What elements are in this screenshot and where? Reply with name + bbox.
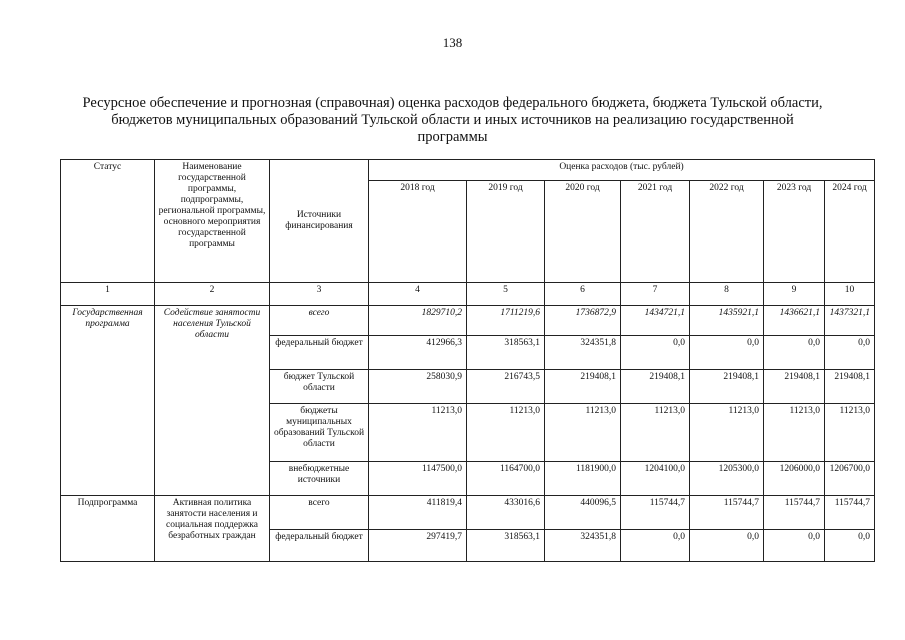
column-number: 9: [764, 283, 825, 306]
column-number: 10: [825, 283, 875, 306]
row-value: 297419,7: [369, 530, 467, 562]
title-line-2: бюджетов муниципальных образований Тульской области и иных источников на реализацию государственной: [111, 112, 794, 128]
title-line-3: программы: [417, 129, 488, 145]
row-value: 318563,1: [467, 530, 545, 562]
column-number: 3: [270, 283, 369, 306]
header-year: 2018 год: [369, 181, 467, 283]
row-source: всего: [270, 496, 369, 530]
budget-table: [60, 159, 875, 562]
row-value: 0,0: [764, 336, 825, 370]
table-row: [61, 306, 875, 336]
header-year: 2024 год: [825, 181, 875, 283]
row-status: Государственная программа: [61, 306, 155, 496]
row-value: 115744,7: [764, 496, 825, 530]
header-year: 2022 год: [690, 181, 764, 283]
row-value: 0,0: [621, 530, 690, 562]
row-value: 1181900,0: [545, 462, 621, 496]
row-value: 115744,7: [825, 496, 875, 530]
row-value: 1434721,1: [621, 306, 690, 336]
column-number: 8: [690, 283, 764, 306]
column-number: 4: [369, 283, 467, 306]
row-value: 324351,8: [545, 336, 621, 370]
row-value: 1437321,1: [825, 306, 875, 336]
row-value: 11213,0: [764, 404, 825, 462]
row-source: внебюджетные источники: [270, 462, 369, 496]
row-value: 433016,6: [467, 496, 545, 530]
row-value: 1205300,0: [690, 462, 764, 496]
row-value: 216743,5: [467, 370, 545, 404]
row-value: 11213,0: [825, 404, 875, 462]
row-value: 11213,0: [369, 404, 467, 462]
header-name: Наименование государственной программы, подпрограммы, региональной программы, основного мероприятия государственной программы: [155, 160, 270, 283]
row-source: бюджет Тульской области: [270, 370, 369, 404]
row-status: Подпрограмма: [61, 496, 155, 562]
header-year: 2020 год: [545, 181, 621, 283]
page-number: 138: [442, 35, 463, 50]
row-value: 0,0: [825, 336, 875, 370]
row-value: 0,0: [690, 336, 764, 370]
column-number: 6: [545, 283, 621, 306]
header-year: 2023 год: [764, 181, 825, 283]
row-program-name: Содействие занятости населения Тульской области: [155, 306, 270, 496]
row-value: 1736872,9: [545, 306, 621, 336]
row-value: 0,0: [825, 530, 875, 562]
row-value: 1206700,0: [825, 462, 875, 496]
row-value: 411819,4: [369, 496, 467, 530]
table-row: [61, 496, 875, 530]
row-value: 115744,7: [621, 496, 690, 530]
header-status: Статус: [61, 160, 155, 283]
row-value: 1204100,0: [621, 462, 690, 496]
row-value: 0,0: [690, 530, 764, 562]
row-program-name: Активная политика занятости населения и социальная поддержка безработных граждан: [155, 496, 270, 562]
column-number: 2: [155, 283, 270, 306]
row-value: 1206000,0: [764, 462, 825, 496]
row-value: 1147500,0: [369, 462, 467, 496]
row-value: 219408,1: [690, 370, 764, 404]
header-estimate: Оценка расходов (тыс. рублей): [369, 160, 875, 181]
row-value: 324351,8: [545, 530, 621, 562]
row-value: 219408,1: [764, 370, 825, 404]
title-line-1: Ресурсное обеспечение и прогнозная (справочная) оценка расходов федерального бюджета, бюджета Тульской области,: [82, 95, 823, 111]
row-value: 318563,1: [467, 336, 545, 370]
row-value: 1164700,0: [467, 462, 545, 496]
row-source: федеральный бюджет: [270, 530, 369, 562]
row-value: 1436621,1: [764, 306, 825, 336]
row-source: бюджеты муниципальных образований Тульской области: [270, 404, 369, 462]
row-value: 0,0: [764, 530, 825, 562]
column-number: 5: [467, 283, 545, 306]
row-value: 1829710,2: [369, 306, 467, 336]
row-value: 219408,1: [825, 370, 875, 404]
column-number: 1: [61, 283, 155, 306]
row-value: 219408,1: [621, 370, 690, 404]
row-value: 11213,0: [621, 404, 690, 462]
row-source: федеральный бюджет: [270, 336, 369, 370]
row-value: 1435921,1: [690, 306, 764, 336]
header-year: 2021 год: [621, 181, 690, 283]
column-number: 7: [621, 283, 690, 306]
row-value: 115744,7: [690, 496, 764, 530]
row-value: 0,0: [621, 336, 690, 370]
header-year: 2019 год: [467, 181, 545, 283]
row-value: 412966,3: [369, 336, 467, 370]
row-value: 11213,0: [690, 404, 764, 462]
row-value: 219408,1: [545, 370, 621, 404]
header-sources: Источники финансирования: [270, 160, 369, 283]
column-number-row: [61, 283, 875, 306]
row-value: 440096,5: [545, 496, 621, 530]
row-value: 258030,9: [369, 370, 467, 404]
row-value: 1711219,6: [467, 306, 545, 336]
row-value: 11213,0: [545, 404, 621, 462]
row-source: всего: [270, 306, 369, 336]
row-value: 11213,0: [467, 404, 545, 462]
document-title: [60, 95, 845, 146]
